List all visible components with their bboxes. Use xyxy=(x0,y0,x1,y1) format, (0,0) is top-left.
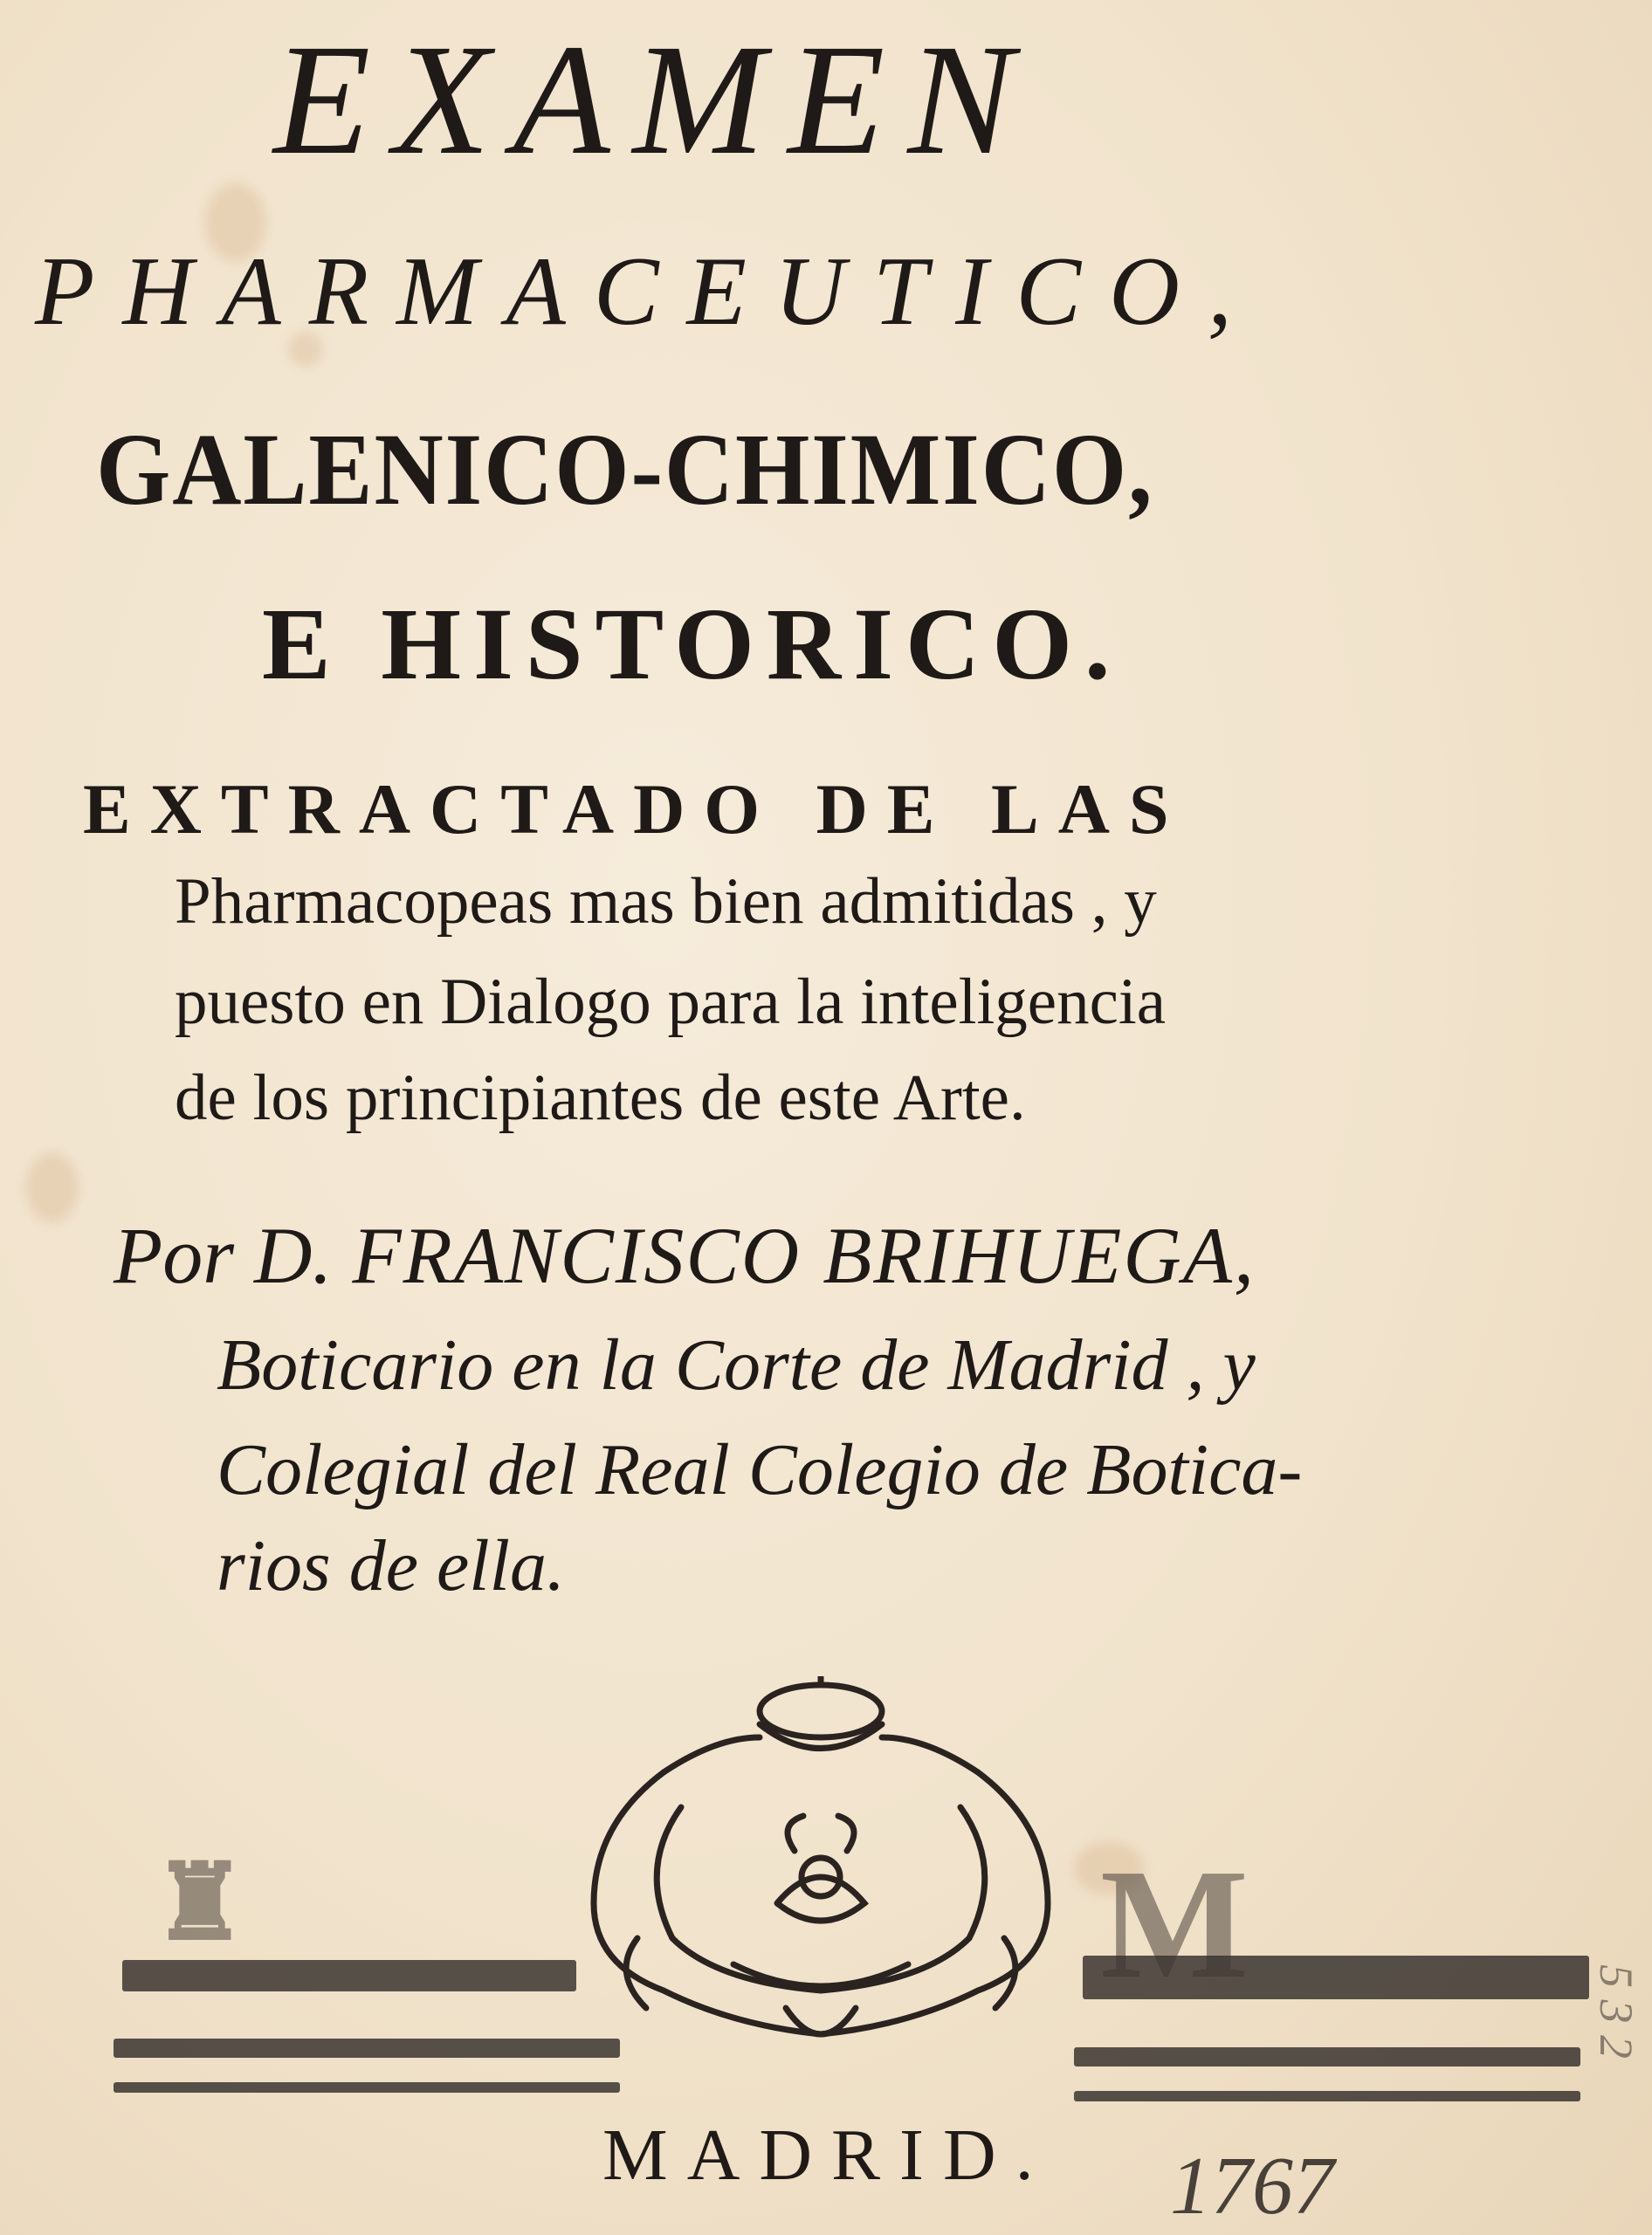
printed-rule xyxy=(114,2039,620,2058)
title-examen: EXAMEN xyxy=(273,12,1036,188)
printed-rule xyxy=(1074,2091,1580,2101)
author-name: FRANCISCO BRIHUEGA, xyxy=(352,1211,1256,1300)
handwritten-year: 1767 xyxy=(1170,2141,1334,2232)
author-title-line-3: rios de ella. xyxy=(217,1525,565,1606)
edge-handwriting: 5 3 2 xyxy=(1590,1964,1642,2059)
subtitle-line-1: Pharmacopeas mas bien admitidas , y xyxy=(175,865,1157,938)
author-line xyxy=(114,1209,1256,1302)
subtitle-line-3: de los principiantes de este Arte. xyxy=(175,1062,1026,1134)
author-title-line-2: Colegial del Real Colegio de Botica- xyxy=(217,1429,1303,1510)
title-pharmaceutico: PHARMACEUTICO, xyxy=(35,237,1261,346)
subtitle-heading: EXTRACTADO DE LAS xyxy=(83,769,1188,849)
imprint-city: MADRID. xyxy=(602,2115,1053,2196)
foxing-stain xyxy=(26,1152,79,1222)
stamp-mark: ♜ xyxy=(153,1845,247,1961)
stamp-mark: M xyxy=(1100,1837,1249,2011)
author-title-line-1: Boticario en la Corte de Madrid , y xyxy=(217,1324,1256,1406)
title-historico: E HISTORICO. xyxy=(262,587,1123,701)
title-galenico-chimico: GALENICO-CHIMICO, xyxy=(96,412,1154,526)
author-prefix: Por D. xyxy=(114,1211,333,1300)
printed-rule xyxy=(122,1960,576,1991)
printed-rule xyxy=(114,2082,620,2093)
printed-rule xyxy=(1074,2047,1580,2067)
vase-ornament-icon xyxy=(559,1676,1091,2060)
subtitle-line-2: puesto en Dialogo para la inteligencia xyxy=(175,966,1166,1038)
